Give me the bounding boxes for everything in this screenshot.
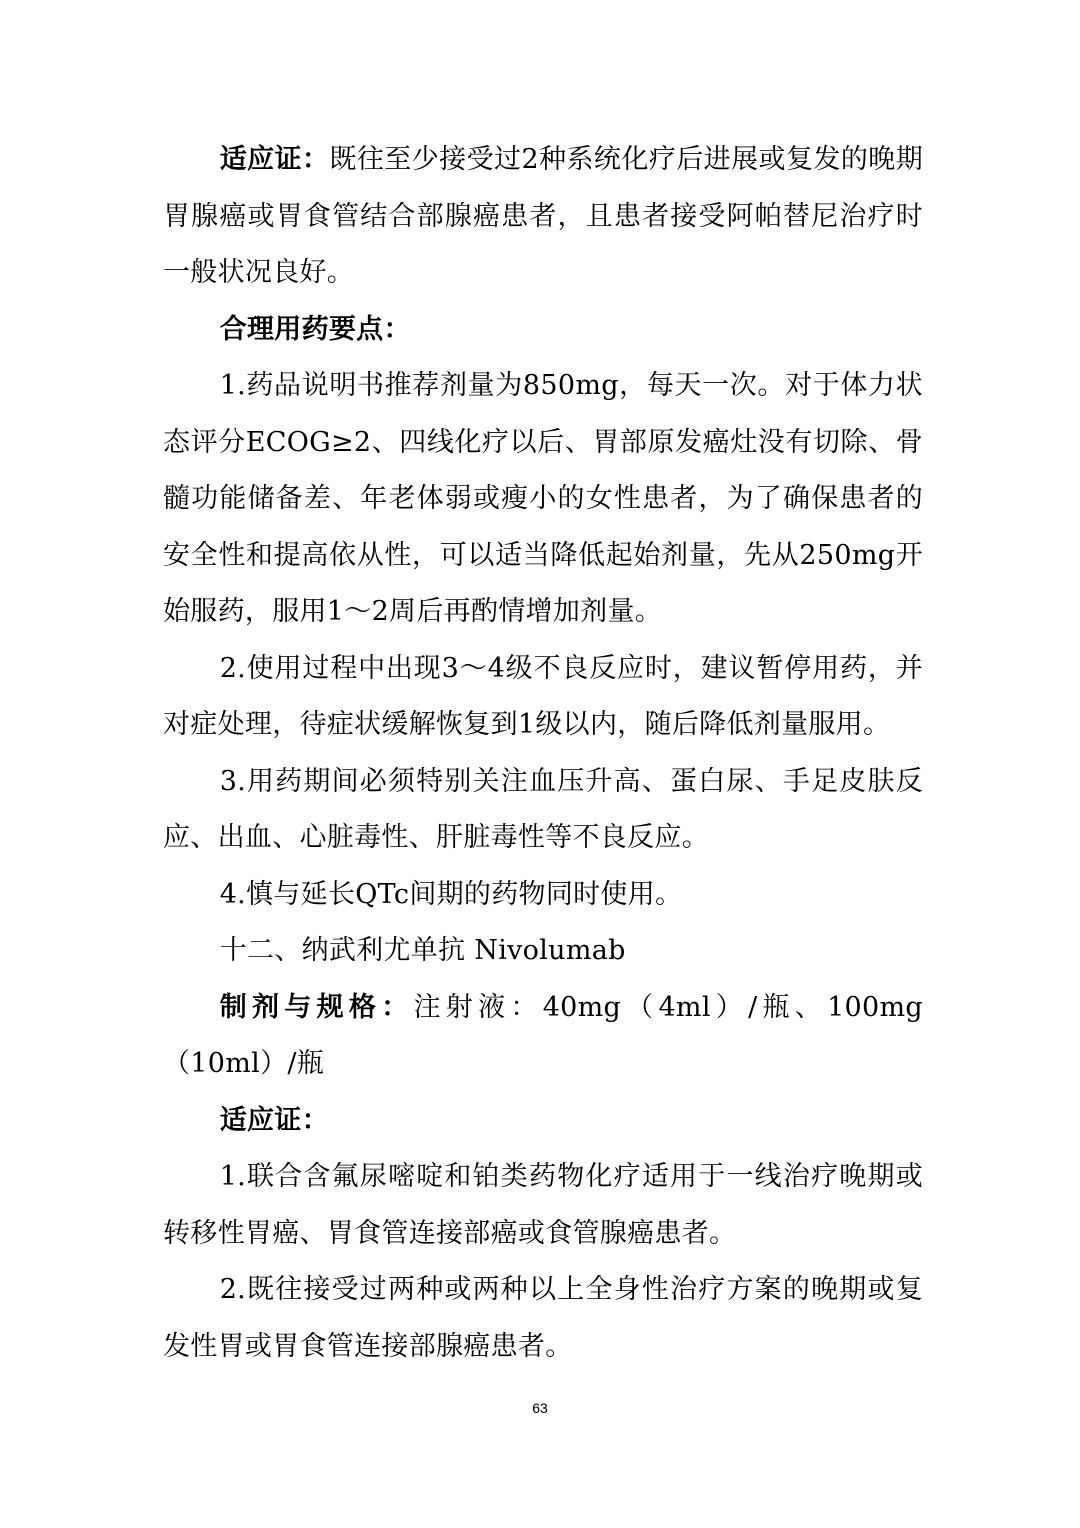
nivolumab-formulation-text: 注射液：40mg（4ml）/瓶、100mg（10ml）/瓶 [163, 991, 923, 1079]
apatinib-indication [163, 132, 923, 302]
page-number: 63 [532, 1400, 548, 1416]
nivolumab-indication-heading: 适应证： [219, 1104, 329, 1136]
apatinib-indication-label: 适应证： [219, 144, 330, 175]
apatinib-point-3: 3.用药期间必须特别关注血压升高、蛋白尿、手足皮肤反应、出血、心脏毒性、肝脏毒性等不良反应。 [163, 765, 923, 853]
apatinib-point-1: 1.药品说明书推荐剂量为850mg，每天一次。对于体力状态评分ECOG≥2、四线化疗以后、胃部原发癌灶没有切除、骨髓功能储备差、年老体弱或瘦小的女性患者，为了确保患者的安全性和提高依从性，可以适当降低起始剂量，先从250mg开始服药，服用1～2周后再酌情增加剂量。 [163, 370, 923, 627]
apatinib-point-4: 4.慎与延长QTc间期的药物同时使用。 [219, 878, 683, 910]
nivolumab-section-title: 十二、纳武利尤单抗 Nivolumab [219, 935, 626, 966]
apatinib-key-points-heading: 合理用药要点： [219, 313, 411, 345]
document-body [163, 132, 923, 1375]
nivolumab-formulation-label: 制剂与规格： [219, 991, 414, 1023]
apatinib-point-2: 2.使用过程中出现3～4级不良反应时，建议暂停用药，并对症处理，待症状缓解恢复到1级以内，随后降低剂量服用。 [163, 652, 923, 740]
apatinib-indication-text: 既往至少接受过2种系统化疗后进展或复发的晚期胃腺癌或胃食管结合部腺癌患者，且患者接受阿帕替尼治疗时一般状况良好。 [163, 144, 923, 288]
nivolumab-formulation [163, 980, 923, 1093]
nivolumab-indication-2: 2.既往接受过两种或两种以上全身性治疗方案的晚期或复发性胃或胃食管连接部腺癌患者。 [163, 1274, 923, 1362]
nivolumab-indication-1: 1.联合含氟尿嘧啶和铂类药物化疗适用于一线治疗晚期或转移性胃癌、胃食管连接部癌或食管腺癌患者。 [163, 1161, 923, 1249]
